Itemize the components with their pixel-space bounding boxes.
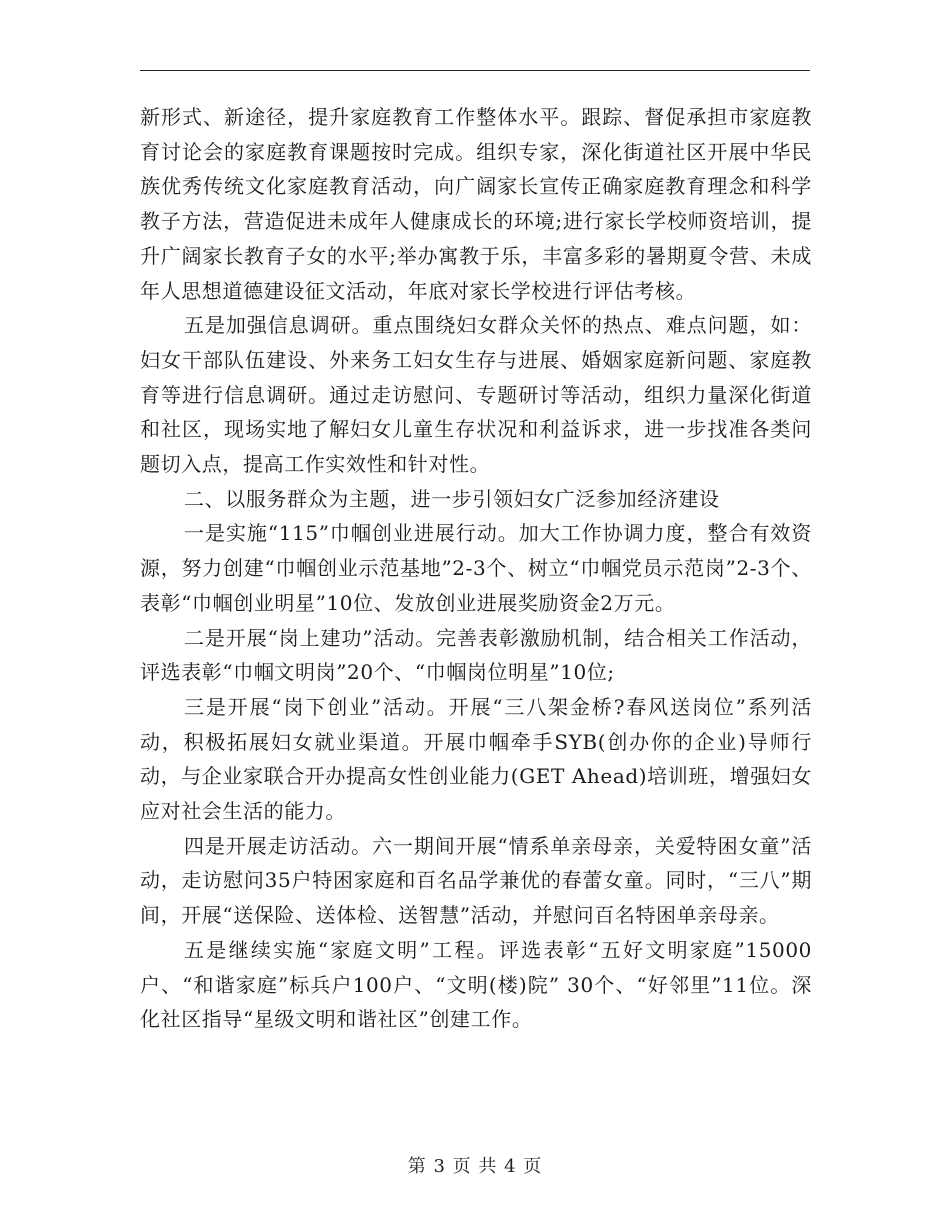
paragraph — [140, 933, 812, 1037]
text-line: 活动，评选表彰“巾帼文明岗”20个、“巾帼岗位明星”10位; — [140, 625, 812, 685]
text-line: 学校师资培训，提升广阔家长教育子女的水平;举办寓教于乐，丰富多 — [140, 209, 812, 268]
text-line: 二是开展“岗上建功”活动。完善表彰激励机制，结合相关工作 — [184, 625, 750, 650]
paragraph — [140, 621, 812, 690]
text-line: 特困单亲母亲。 — [635, 903, 780, 928]
document-body — [140, 100, 812, 1037]
text-line: 元。 — [634, 590, 676, 615]
text-line: 岗”2-3个、表彰“巾帼创业明星”10位、发放创业进展奖励资金2万 — [140, 556, 812, 615]
text-line: 彩的暑期夏令营、未成年人思想道德建设征文活动，年底对家长学校 — [140, 243, 813, 303]
text-line: 如：妇女干部队伍建设、外来务工妇女生存与进展、婚姻家庭新问题、 — [140, 313, 812, 372]
text-line: 五是加强信息调研。重点围绕妇女群众关怀的热点、难点问题， — [184, 313, 771, 338]
text-line: 五是继续实施“家庭文明”工程。评选表彰“五好文明家庭” — [184, 937, 746, 962]
text-line: 家庭教育等进行信息调研。通过走访慰问、专题研讨等活动，组织力 — [140, 347, 812, 407]
text-line: 四是开展走访活动。六一期间开展“情系单亲母亲，关爱特困女 — [184, 833, 760, 858]
paragraph — [140, 516, 812, 620]
text-line: 一步找准各类问题切入点，提高工作实效性和针对性。 — [140, 417, 813, 477]
paragraph — [140, 482, 812, 517]
text-line: 二、以服务群众为主题，进一步引领妇女广泛参加经济建设 — [184, 486, 720, 511]
text-line: 进行评估考核。 — [552, 278, 697, 303]
text-line: 强妇女应对社会生活的能力。 — [140, 764, 812, 824]
text-line: 效资源，努力创建“巾帼创业示范基地”2-3个、树立“巾帼党员示范 — [140, 521, 812, 581]
header-rule — [140, 70, 810, 71]
text-line: 三是开展“岗下创业”活动。开展“三八架金桥?春风送岗位”系 — [184, 694, 770, 719]
text-line: 新形式、新途径，提升家庭教育工作整体水平。跟踪、督促承担市家 — [140, 105, 771, 129]
paragraph — [140, 100, 812, 308]
text-line: 一是实施“115”巾帼创业进展行动。加大工作协调力度，整合有 — [184, 521, 771, 546]
paragraph — [140, 308, 812, 482]
text-line: 邻里”11位。深化社区指导“星级文明和谐社区”创建工作。 — [140, 972, 812, 1032]
text-line: 童”活动，走访慰问35户特困家庭和百名品学兼优的春蕾女童。同时， — [140, 833, 812, 893]
text-line: 展中华民族优秀传统文化家庭教育活动，向广阔家长宣传正确家庭教 — [140, 139, 812, 199]
text-line: 庭教育讨论会的家庭教育课题按时完成。组织专家，深化街道社区开 — [140, 105, 813, 164]
paragraph — [140, 690, 812, 829]
text-line: 量深化街道和社区，现场实地了解妇女儿童生存状况和利益诉求，进 — [140, 382, 813, 442]
text-line: 15000户、“和谐家庭”标兵户100户、“文明(楼)院” 30个、“好 — [140, 937, 812, 997]
text-line: 列活动，积极拓展妇女就业渠道。开展巾帼牵手SYB(创办你的企业)导 — [140, 694, 812, 754]
text-line: “三八”期间，开展“送保险、送体检、送智慧”活动，并慰问百名 — [140, 868, 812, 928]
text-line: 师行动，与企业家联合开办提高女性创业能力(GET Ahead)培训班，增 — [140, 729, 813, 789]
paragraph — [140, 829, 812, 933]
text-line: 育理念和科学教子方法，营造促进未成年人健康成长的环境;进行家长 — [140, 174, 812, 234]
page-footer: 第 3 页 共 4 页 — [407, 1156, 543, 1177]
